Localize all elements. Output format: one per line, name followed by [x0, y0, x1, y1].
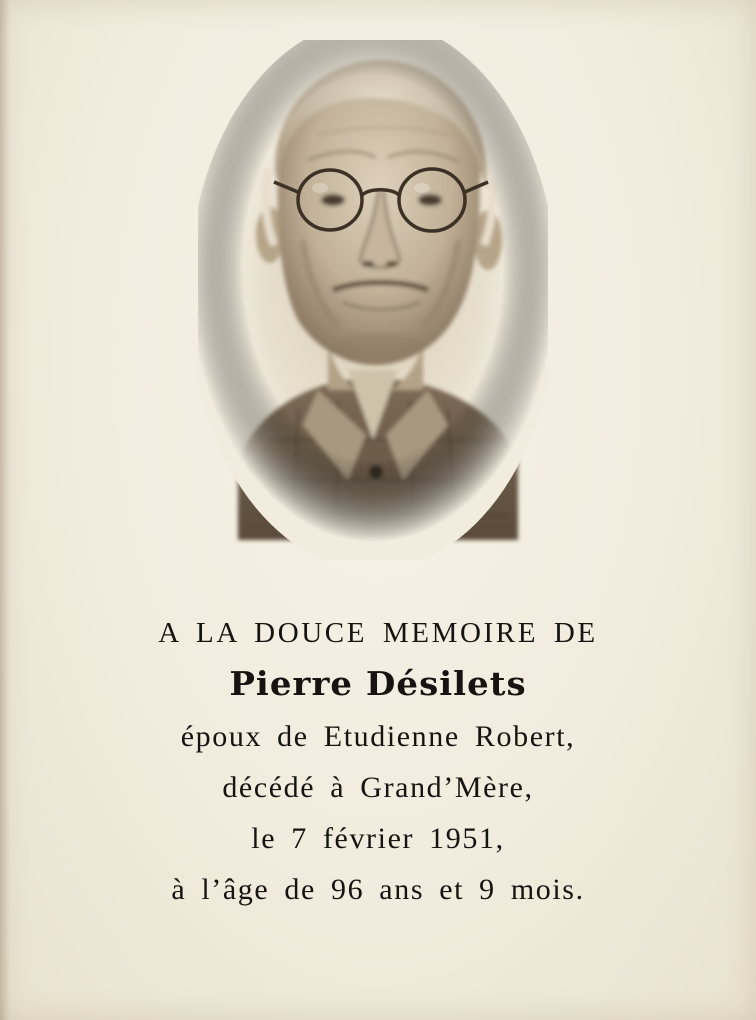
- age-line: à l’âge de 96 ans et 9 mois.: [171, 873, 585, 906]
- portrait-photo: [198, 40, 548, 560]
- death-date-line: le 7 février 1951,: [251, 822, 505, 855]
- portrait-image: [198, 40, 548, 560]
- deceased-name: Pierre Désilets: [229, 664, 527, 703]
- dedication-heading: A LA DOUCE MEMOIRE DE: [158, 617, 598, 649]
- death-place-line: décédé à Grand’Mère,: [222, 771, 534, 804]
- spouse-line: époux de Etudienne Robert,: [180, 720, 576, 753]
- memorial-text: [0, 600, 756, 915]
